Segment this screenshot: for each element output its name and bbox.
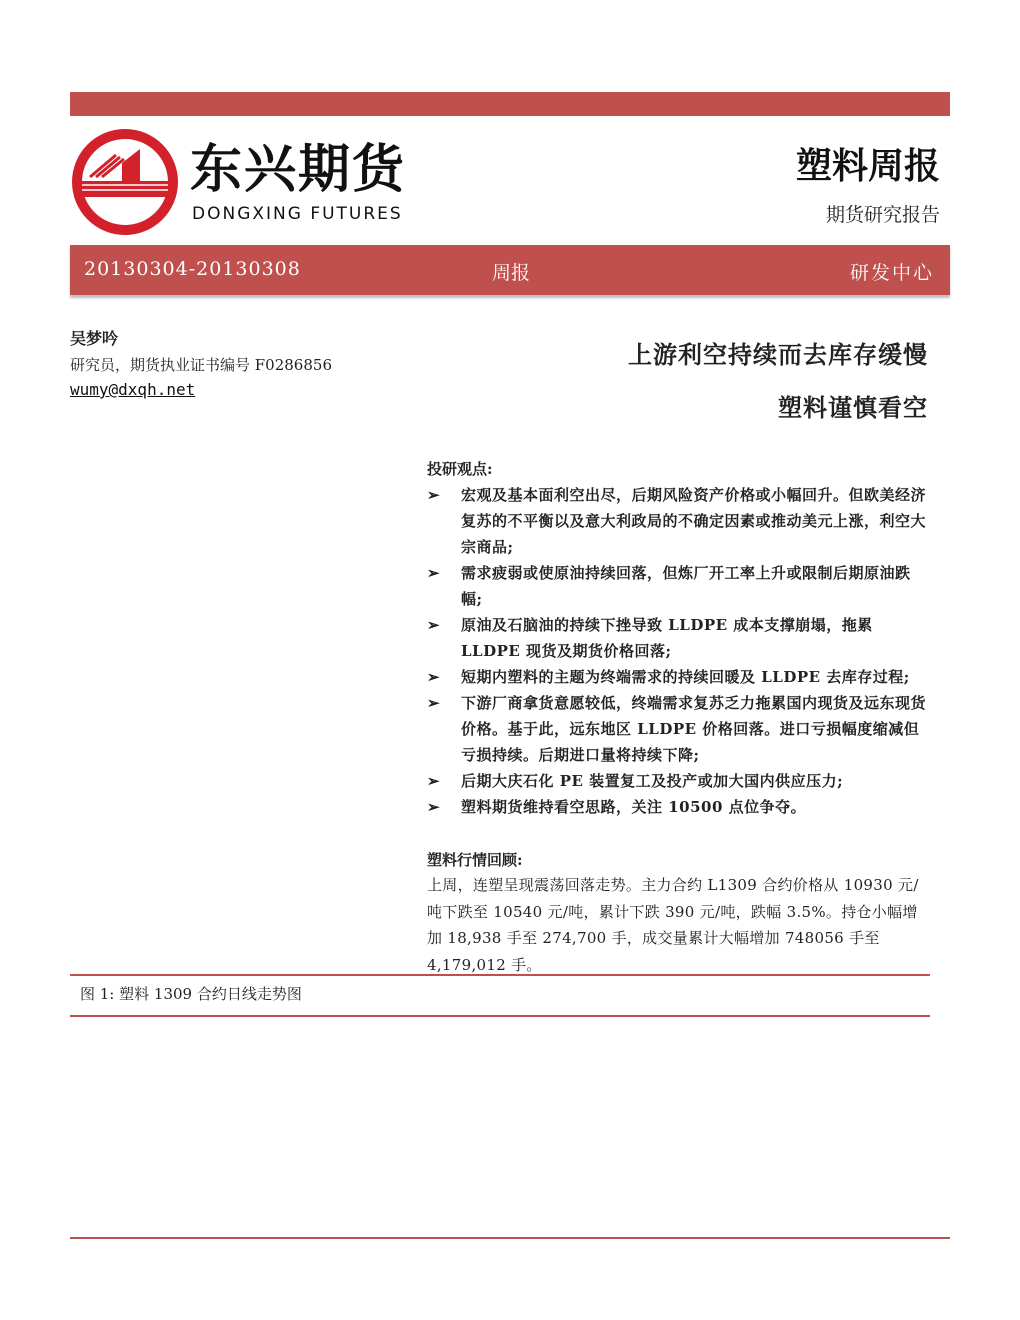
figure-bottom-rule bbox=[70, 1237, 950, 1239]
arrow-bullet-icon: ➢ bbox=[427, 564, 441, 582]
report-date-range: 20130304-20130308 bbox=[84, 258, 301, 280]
view-text: 后期大庆石化 PE 装置复工及投产或加大国内供应压力; bbox=[461, 772, 844, 790]
list-item bbox=[427, 560, 932, 612]
list-item bbox=[427, 794, 932, 820]
list-item bbox=[427, 690, 932, 768]
report-subtitle: 期货研究报告 bbox=[825, 204, 940, 226]
author-role: 研究员，期货执业证书编号 F0286856 bbox=[70, 356, 332, 374]
list-item bbox=[427, 612, 932, 664]
headline-line-2: 塑料谨慎看空 bbox=[778, 393, 928, 422]
arrow-bullet-icon: ➢ bbox=[427, 668, 441, 686]
views-list bbox=[427, 482, 932, 820]
author-email-link[interactable]: wumy@dxqh.net bbox=[70, 380, 196, 399]
arrow-bullet-icon: ➢ bbox=[427, 486, 441, 504]
author-name: 吴梦吟 bbox=[70, 329, 119, 348]
view-text: 需求疲弱或使原油持续回落，但炼厂开工率上升或限制后期原油跌幅; bbox=[461, 564, 911, 608]
report-title: 塑料周报 bbox=[795, 145, 940, 187]
list-item bbox=[427, 664, 932, 690]
dongxing-logo-icon bbox=[70, 127, 180, 237]
report-department: 研发中心 bbox=[849, 262, 934, 284]
view-text: 短期内塑料的主题为终端需求的持续回暖及 LLDPE 去库存过程; bbox=[461, 668, 910, 686]
figure-caption-rule bbox=[70, 1015, 930, 1017]
list-item bbox=[427, 768, 932, 794]
figure-top-rule bbox=[70, 974, 930, 976]
view-text: 下游厂商拿货意愿较低，终端需求复苏乏力拖累国内现货及远东现货价格。基于此，远东地区 LLDPE 价格回落。进口亏损幅度缩减但亏损持续。后期进口量将持续下降; bbox=[461, 694, 927, 764]
arrow-bullet-icon: ➢ bbox=[427, 772, 441, 790]
market-review-heading: 塑料行情回顾: bbox=[427, 851, 523, 869]
view-text: 原油及石脑油的持续下挫导致 LLDPE 成本支撑崩塌，拖累 LLDPE 现货及期货价格回落; bbox=[461, 616, 873, 660]
headline-line-1: 上游利空持续而去库存缓慢 bbox=[628, 340, 928, 369]
report-info-band bbox=[70, 245, 950, 295]
report-kind: 周报 bbox=[492, 262, 531, 284]
header-top-bar bbox=[70, 92, 950, 116]
brand-name-en: DONGXING FUTURES bbox=[192, 204, 403, 224]
brand-name-cn: 东兴期货 bbox=[190, 140, 407, 200]
figure-caption: 图 1: 塑料 1309 合约日线走势图 bbox=[80, 985, 302, 1003]
arrow-bullet-icon: ➢ bbox=[427, 694, 441, 712]
views-heading: 投研观点: bbox=[427, 460, 493, 478]
view-text: 塑料期货维持看空思路，关注 10500 点位争夺。 bbox=[461, 798, 807, 816]
arrow-bullet-icon: ➢ bbox=[427, 616, 441, 634]
view-text: 宏观及基本面利空出尽，后期风险资产价格或小幅回升。但欧美经济复苏的不平衡以及意大利政局的不确定因素或推动美元上涨，利空大宗商品; bbox=[461, 486, 927, 556]
arrow-bullet-icon: ➢ bbox=[427, 798, 441, 816]
market-review-text: 上周，连塑呈现震荡回落走势。主力合约 L1309 合约价格从 10930 元/吨下跌至 10540 元/吨，累计下跌 390 元/吨，跌幅 3.5%。持仓小幅增加 18,938 手至 274,700 手，成交量累计大幅增加 748056 手至 4,179,012 手。 bbox=[427, 876, 919, 974]
list-item bbox=[427, 482, 932, 560]
